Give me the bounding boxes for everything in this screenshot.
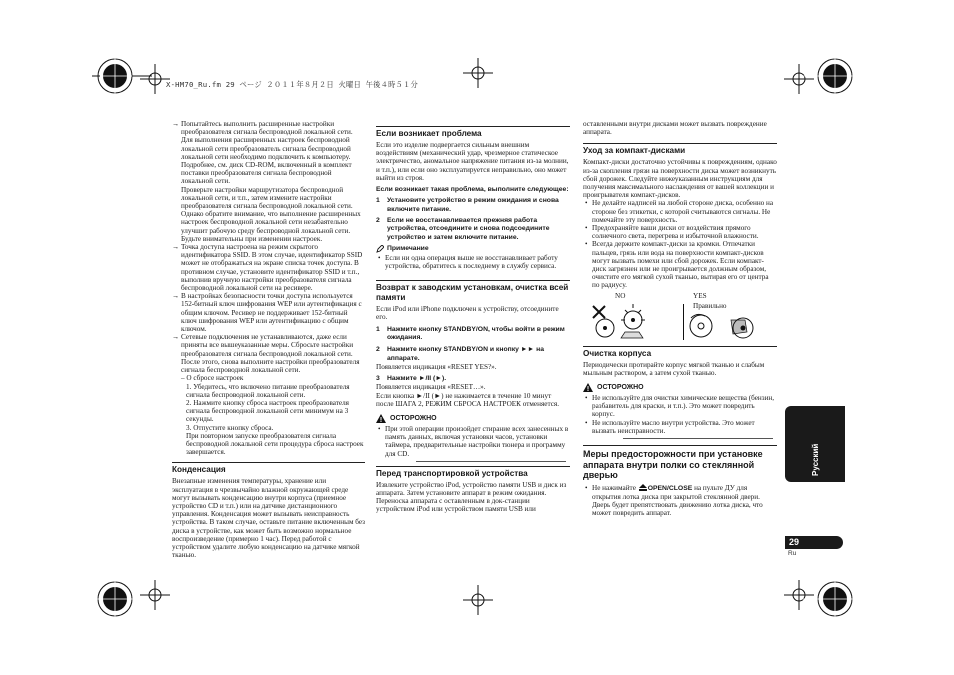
warning-triangle-icon: [376, 414, 386, 423]
no-label: NO: [615, 291, 626, 300]
warning-heading: [583, 383, 777, 392]
figure-divider: [683, 304, 684, 340]
reset-step: 3. Отпустите кнопку сброса.: [186, 423, 274, 432]
reset-step: 2. Нажмите кнопку сброса настроек преобразователя сигнала беспроводной локальной сети минимум на 3 секунды.: [186, 398, 349, 424]
registration-mark-bottom-mid: [463, 585, 493, 615]
reset-step: [376, 346, 570, 363]
step-text: Установите устройство в режим ожидания и снова включите питание.: [387, 197, 559, 213]
bullet-dot-icon: •: [378, 253, 381, 262]
reset-title: – О сбросе настроек: [181, 374, 244, 383]
bullet-dot-icon: •: [585, 394, 588, 403]
reset-intro: Если iPod или iPhone подключен к устройству, отсоедините его.: [376, 305, 559, 322]
section-heading-precautions: Меры предосторожности при установке аппарата внутри полки со стеклянной дверью: [583, 445, 777, 481]
disc-care-bullet: [583, 199, 777, 224]
bullet-text: Всегда держите компакт-диски за кромки. Отпечатки пальцев, грязь или вода на поверхности компакт-дисков могут вызвать помехи или сбой дорожек. Если компакт-диск загрязнен или не проигрывается должным образом, очистите его мягкой сухой тканью, вытирая его от центра по радиусу.: [592, 240, 769, 290]
language-tab-label: Русский: [811, 443, 820, 476]
page-number: 29: [789, 537, 800, 547]
note-label: Примечание: [387, 245, 429, 253]
warning-label: ОСТОРОЖНО: [597, 384, 644, 392]
step-number: 2: [376, 216, 380, 224]
section-heading-disc-care: Уход за компакт-дисками: [583, 143, 777, 156]
bullet-text: Не используйте для очистки химические вещества (бензин, разбавитель для краски, и т.п.). Это может повредить корпус.: [592, 394, 775, 419]
note-text: Если ни одна операция выше не восстанавливает работу устройства, обратитесь к последнему в службу сервиса.: [385, 253, 558, 270]
disc-care-body: Компакт-диски достаточно устойчивы к повреждениям, однако из-за скопления грязи на поверхности диска может возникнуть сбой дорожек. Следуйте нижеуказанным инструкциям для получения максимального наслаждения от вашей коллекции и проигрывателя компакт-дисков.: [583, 158, 777, 200]
step-text: Нажмите кнопку STANDBY/ON и кнопку ►► на аппарате.: [387, 346, 544, 362]
registration-mark-bottom-right: [800, 565, 860, 625]
page-language-code: Ru: [788, 550, 797, 557]
bullet-dot-icon: •: [378, 424, 381, 433]
warning-bullet: [583, 394, 777, 419]
eject-icon: [639, 484, 647, 491]
bullet-dot-icon: •: [585, 240, 588, 249]
warning-bullet: [583, 419, 777, 435]
registration-mark-top-right: [800, 52, 860, 112]
list-item: → Точка доступа настроена на режим скрытого идентификатора SSID. В этом случае, идентификатор SSID может не отображаться на экране списка точек доступа. В противном случае, установите идентификатор SSID и т.п., выполнив вручную настройки преобразователя сигнала беспроводной локальной сети на ресивере.: [172, 243, 365, 292]
cabinet-body: Периодически протирайте корпус мягкой тканью и слабым мыльным раствором, а затем сухой тканью.: [583, 360, 765, 377]
note-bullet: [376, 254, 570, 270]
reset-step: [376, 326, 570, 343]
note-pencil-icon: [376, 245, 384, 253]
transport-body: Извлеките устройство iPod, устройство памяти USB и диск из аппарата. Затем установите аппарат в режим ожидания. Переноска аппарата с оставленным в док-станции устройством iPod или устройством памяти USB или: [376, 480, 567, 514]
bullet-dot-icon: •: [585, 418, 588, 427]
column-2: [376, 120, 570, 514]
step-number: 1: [376, 197, 380, 205]
list-item: → Попытайтесь выполнить расширенные настройки преобразователя сигнала беспроводной локальной сети. Для выполнения расширенных настроек беспроводной локальной сети преобразователь сигнала беспроводной локальной сети необходимо подключить к компьютеру. Подробнее, см. диск CD-ROM, включенный в комплект поставки преобразователя сигнала беспроводной локальной сети.: [172, 120, 365, 186]
bullet-dot-icon: •: [585, 483, 588, 492]
problem-step: [376, 217, 570, 242]
bullet-pre: Не нажимайте: [592, 483, 636, 492]
disc-wrong-icon: [591, 302, 647, 340]
file-header: X-HM70_Ru.fm 29 ページ ２０１１年８月２日 火曜日 午後４時５１分: [166, 80, 419, 89]
note-heading: [376, 245, 570, 253]
yes-label: YES: [693, 291, 707, 300]
warning-bullet: [376, 425, 570, 458]
warning-triangle-icon: [583, 383, 593, 392]
disc-care-bullet: [583, 224, 777, 240]
disc-correct-icon: [687, 310, 759, 340]
problem-body: Если это изделие подвергается сильным внешним воздействиям (механический удар, чрезмерное статическое электричество, аномальное напряжение питания из-за молнии, и т.п.), или если оно эксплуатируется неправильно, оно может выйти из строя.: [376, 141, 569, 182]
disc-handling-illustration: [583, 291, 777, 340]
reset-note: При повторном запуске преобразователя сигнала беспроводной локальной сети процедура сброса настроек завершается.: [186, 431, 364, 457]
reset-step: 1. Убедитесь, что включено питание преобразователя сигнала беспроводной локальной сети.: [186, 382, 350, 399]
bullet-dot-icon: •: [585, 224, 588, 233]
language-side-tab: [785, 406, 845, 482]
column-1: [172, 120, 365, 559]
open-close-key: OPEN/CLOSE: [647, 484, 693, 492]
problem-subhead: Если возникает такая проблема, выполните следующее:: [376, 186, 569, 194]
registration-mark-bottom-center-left: [140, 580, 170, 610]
column-3: [583, 120, 777, 517]
step-text: Нажмите кнопку STANDBY/ON, чтобы войти в режим ожидания.: [387, 325, 565, 341]
section-heading-cabinet: Очистка корпуса: [583, 346, 777, 359]
continued-text: оставленными внутри дисками может вызвать повреждение аппарата.: [583, 120, 767, 137]
disc-care-bullet: [583, 240, 777, 289]
list-item: → Сетевые подключения не устанавливаются, даже если приняты все вышеуказанные меры. Сбросьте настройки преобразователя сигнала беспроводной локальной сети. После этого, снова выполните настройки преобразователя сигнала беспроводной локальной сети.: [172, 333, 365, 374]
bullet-post: на пульте ДУ для открытия лотка диска при закрытой стеклянной двери. Дверь будет препятствовать движению лотка диска, что может повредить аппарат.: [592, 483, 763, 518]
step-number: 3: [376, 375, 380, 382]
section-heading-problem: Если возникает проблема: [376, 126, 570, 139]
registration-mark-top-mid: [463, 58, 493, 88]
step-number: 1: [376, 325, 380, 333]
divider: [623, 438, 773, 439]
reset-cancel-note: Если кнопка ►/II (►) не нажимается в течение 10 минут после ШАГА 2, РЕЖИМ СБРОСА НАСТРОЕК отменяется.: [376, 391, 559, 408]
precautions-bullet: [583, 484, 777, 518]
bullet-text: Не делайте надписей на любой стороне диска, особенно на стороне без этикетки, с которой считываются сигналы. Не помечайте эту поверхность.: [592, 199, 774, 224]
section-heading-reset: Возврат к заводским установкам, очистка всей памяти: [376, 280, 570, 303]
bullet-text: Не используйте масло внутри устройства. Это может вызвать неисправности.: [592, 418, 755, 435]
divider: [416, 461, 566, 462]
section-heading-transport: Перед транспортировкой устройства: [376, 466, 570, 479]
section-heading-condensation: Конденсация: [172, 462, 365, 475]
step-text: Если не восстанавливается прежняя работа устройства, отсоедините и снова подсоедините устройство и затем включите питание.: [387, 216, 550, 241]
condensation-body: Внезапные изменения температуры, хранение или эксплуатация в чрезвычайно влажной окружающей среде могут вызывать конденсацию внутри корпуса (приемное устройство CD и т.п.) или на датчике дистанционного управления. Конденсация может вызывать неисправность устройства. В таком случае, оставьте питание включенным без диска в устройстве, как может быть возможно нормальное воспроизведение (примерно 1 час). Перед работой с устройством удалите любую конденсацию на датчике мягкой тканью.: [172, 477, 365, 560]
bullet-text: Предохраняйте ваши диски от воздействия прямого солнечного света, перегрева и избыточной влажности.: [592, 224, 759, 241]
page-number-badge: [785, 536, 843, 549]
warning-label: ОСТОРОЖНО: [390, 414, 437, 422]
correct-label: Правильно: [693, 301, 727, 310]
step-text: Нажмите ►/II (►).: [387, 375, 447, 382]
warning-text: При этой операции произойдет стирание всех занесенных в память данных, включая установки часов, установки таймера, предварительные настройки тюнера и программу для CD.: [385, 424, 569, 458]
list-item: Проверьте настройки маршрутизатора беспроводной локальной сети, и т.п., затем измените настройки преобразователя сигнала беспроводной локальной сети.: [181, 185, 353, 211]
bullet-dot-icon: •: [585, 199, 588, 208]
reset-indicator: Появляется индикация «RESET YES?».: [376, 362, 497, 371]
reset-indicator: Появляется индикация «RESET…».: [376, 383, 486, 392]
step-number: 2: [376, 346, 380, 354]
list-item: → В настройках безопасности точки доступа используется 152-битный ключ шифрования WEP или аутентификация с общим ключом. Ресивер не поддерживает 152-битный ключ шифрования WEP или аутентификацию с общим ключом.: [172, 292, 365, 333]
note-text: Однако обратите внимание, что выполнение расширенных настроек беспроводной локальной сети незабаятельно улучшит рабочую среду беспроводной локальной сети. Будьте внимательны при изменении настроек.: [181, 210, 361, 243]
problem-step: [376, 197, 570, 214]
warning-heading: [376, 414, 570, 423]
reset-step: [376, 375, 570, 383]
